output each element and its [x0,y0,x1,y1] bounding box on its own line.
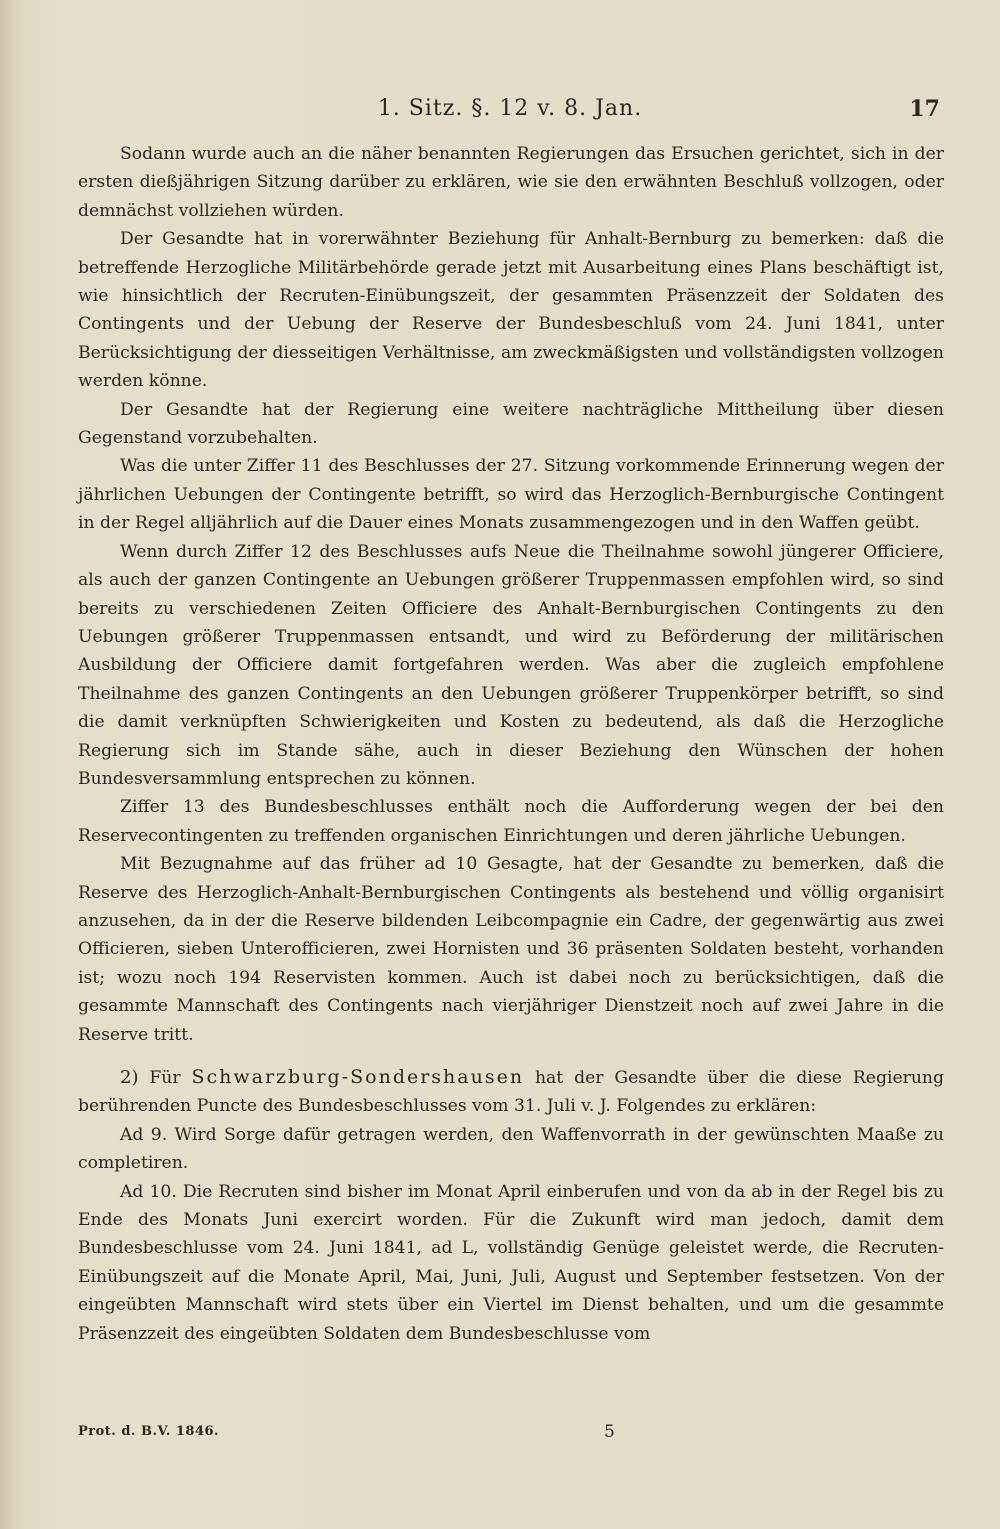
section-number: 2) [120,1067,139,1088]
ad-item: Ad 9. Wird Sorge dafür getragen werden, den Waffenvorrath in der gewünschten Maaße zu completiren. [78,1124,944,1174]
paragraph: Sodann wurde auch an die näher benannten Regierungen das Ersuchen gerichtet, sich in der ersten dießjährigen Sitzung darüber zu erklären, wie sie den erwähnten Beschluß vollzogen, oder demnächst vollziehen würden. [78,144,944,221]
page-footer [78,1424,944,1454]
paragraph: Wenn durch Ziffer 12 des Beschlusses aufs Neue die Theilnahme sowohl jüngerer Officiere, als auch der ganzen Contingente an Uebungen größerer Truppenmassen empfohlen wird, so sind bereits zu verschiedenen Zeiten Officiere des Anhalt-Bernburgischen Contingents zu den Uebungen größerer Truppenmassen entsandt, und wird zu Beförderung der militärischen Ausbildung der Officiere damit fortgefahren werden. Was aber die zugleich empfohlene Theilnahme des ganzen Contingents an den Uebungen größerer Truppenkörper betrifft, so sind die damit verknüpften Schwierigkeiten und Kosten zu bedeutend, als daß die Herzogliche Regierung sich im Stande sähe, auch in dieser Beziehung den Wünschen der hohen Bundesversammlung entsprechen zu können. [78,541,944,789]
state-name: Schwarzburg-Sondershausen [191,1066,525,1088]
paragraph: Was die unter Ziffer 11 des Beschlusses der 27. Sitzung vorkommende Erinnerung wegen der jährlichen Uebungen der Contingente betrifft, so wird das Herzoglich-Bernburgische Contingent in der Regel alljährlich auf die Dauer eines Monats zusammengezogen und in den Waffen geübt. [78,456,944,534]
footer-imprint: Prot. d. B.V. 1846. [78,1424,220,1439]
page-header [80,96,940,136]
paragraph: Der Gesandte hat in vorerwähnter Beziehung für Anhalt-Bernburg zu bemerken: daß die betreffende Herzogliche Militärbehörde gerade jetzt mit Ausarbeitung eines Plans beschäftigt ist, wie hinsichtlich der Recruten-Einübungszeit, der gesammten Präsenzzeit der Soldaten des Contingents und der Uebung der Reserve der Bundesbeschluß vom 24. Juni 1841, unter Berücksichtigung der diesseitigen Verhältnisse, am zweckmäßigsten und vollständigsten vollzogen werden könne. [78,229,944,392]
paragraph: Der Gesandte hat der Regierung eine weitere nachträgliche Mittheilung über diesen Gegenstand vorzubehalten. [78,399,944,449]
signature-mark: 5 [604,1422,615,1442]
section-prefix: Für [149,1068,181,1088]
section-2-paragraph [78,1063,944,1121]
running-head: 1. Sitz. §. 12 v. 8. Jan. [377,96,643,121]
paragraph: Mit Bezugnahme auf das früher ad 10 Gesagte, hat der Gesandte zu bemerken, daß die Reserve des Herzoglich-Anhalt-Bernburgischen Contingents als bestehend und völlig organisirt anzusehen, da in der die Reserve bildenden Leibcompagnie ein Cadre, der gegenwärtig aus zwei Officieren, sieben Unterofficieren, zwei Hornisten und 36 präsenten Soldaten besteht, vorhanden ist; wozu noch 194 Reservisten kommen. Auch ist dabei noch zu berücksichtigen, daß die gesammte Mannschaft des Contingents nach vierjähriger Dienstzeit noch auf zwei Jahre in die Reserve tritt. [78,854,944,1045]
paragraph: Ziffer 13 des Bundesbeschlusses enthält noch die Aufforderung wegen der bei den Reservecontingenten zu treffenden organischen Einrichtungen und deren jährliche Uebungen. [78,797,944,846]
section-text: hat der Gesandte über die diese Regierung berührenden Puncte des Bundesbeschlusses vom 31. Juli v. J. Folgendes zu erklären: [78,1068,944,1117]
page-body [78,140,944,1348]
page-number: 17 [909,96,940,122]
ad-item: Ad 10. Die Recruten sind bisher im Monat April einberufen und von da ab in der Regel bis zu Ende des Monats Juni exercirt worden. Für die Zukunft wird man jedoch, damit dem Bundesbeschlusse vom 24. Juni 1841, ad L, vollständig Genüge geleistet werde, die Recruten-Einübungszeit auf die Monate April, Mai, Juni, Juli, August und September festsetzen. Von der eingeübten Mannschaft wird stets über ein Viertel im Dienst behalten, und um die gesammte Präsenzzeit des eingeübten Soldaten dem Bundesbeschlusse vom [78,1181,944,1344]
